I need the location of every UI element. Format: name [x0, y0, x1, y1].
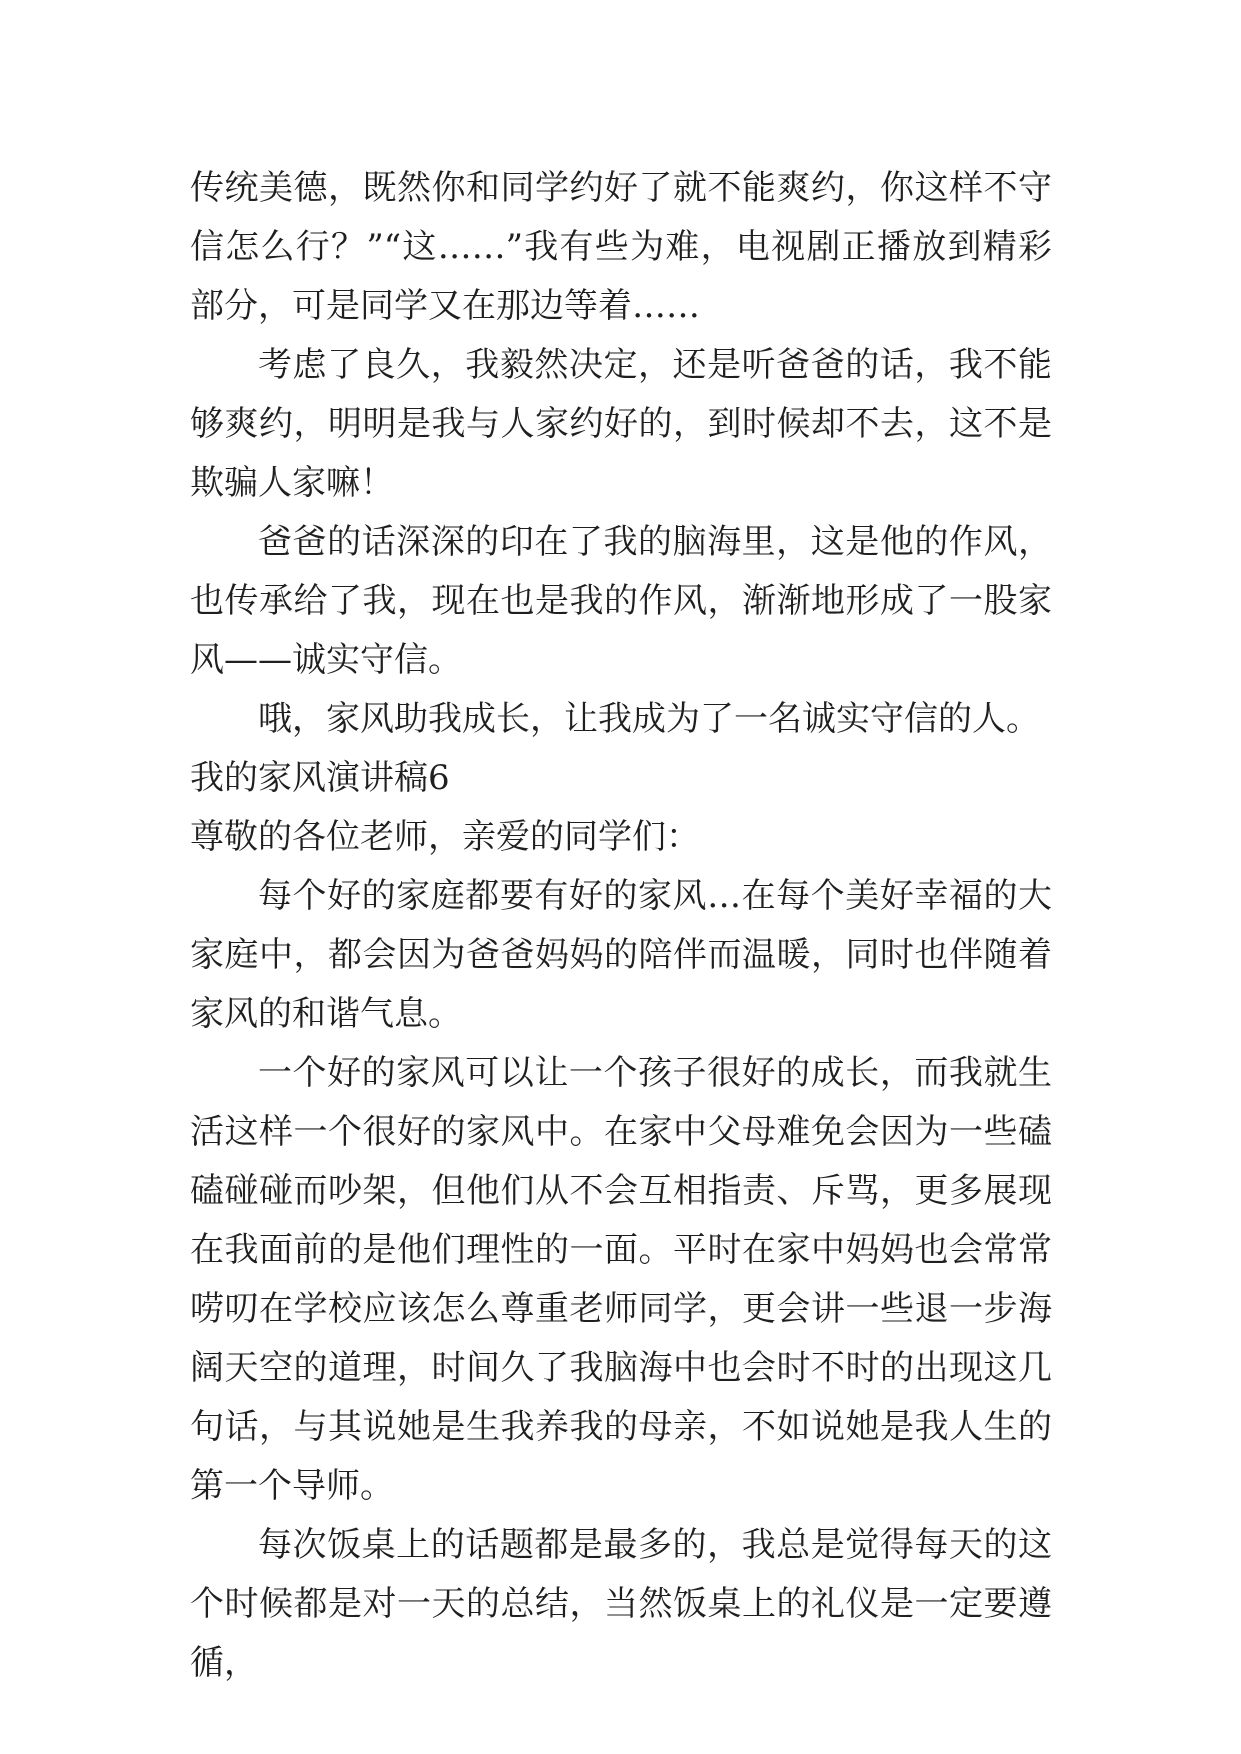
salutation: 尊敬的各位老师，亲爱的同学们：: [190, 817, 700, 857]
paragraph-5: 每个好的家庭都要有好的家风…在每个美好幸福的大家庭中，都会因为爸爸妈妈的陪伴而温暖，同时也伴随着家风的和谐气息。: [190, 876, 1052, 1034]
paragraph-2: 考虑了良久，我毅然决定，还是听爸爸的话，我不能够爽约，明明是我与人家约好的，到时候却不去，这不是欺骗人家嘛！: [190, 345, 1052, 503]
paragraph-1: 传统美德，既然你和同学约好了就不能爽约，你这样不守信怎么行？”“这……”我有些为难，电视剧正播放到精彩部分，可是同学又在那边等着……: [190, 168, 1052, 326]
document-body: [190, 159, 1052, 1693]
paragraph-4: 哦，家风助我成长，让我成为了一名诚实守信的人。: [258, 699, 1040, 739]
section-title: 我的家风演讲稿6: [190, 758, 450, 798]
paragraph-6: 一个好的家风可以让一个孩子很好的成长，而我就生活这样一个很好的家风中。在家中父母难免会因为一些磕磕碰碰而吵架，但他们从不会互相指责、斥骂，更多展现在我面前的是他们理性的一面。平时在家中妈妈也会常常唠叨在学校应该怎么尊重老师同学，更会讲一些退一步海阔天空的道理，时间久了我脑海中也会时不时的出现这几句话，与其说她是生我养我的母亲，不如说她是我人生的第一个导师。: [190, 1053, 1052, 1506]
paragraph-3: 爸爸的话深深的印在了我的脑海里，这是他的作风，也传承给了我，现在也是我的作风，渐渐地形成了一股家风——诚实守信。: [190, 522, 1052, 680]
paragraph-7: 每次饭桌上的话题都是最多的，我总是觉得每天的这个时候都是对一天的总结，当然饭桌上的礼仪是一定要遵循，: [190, 1525, 1052, 1683]
